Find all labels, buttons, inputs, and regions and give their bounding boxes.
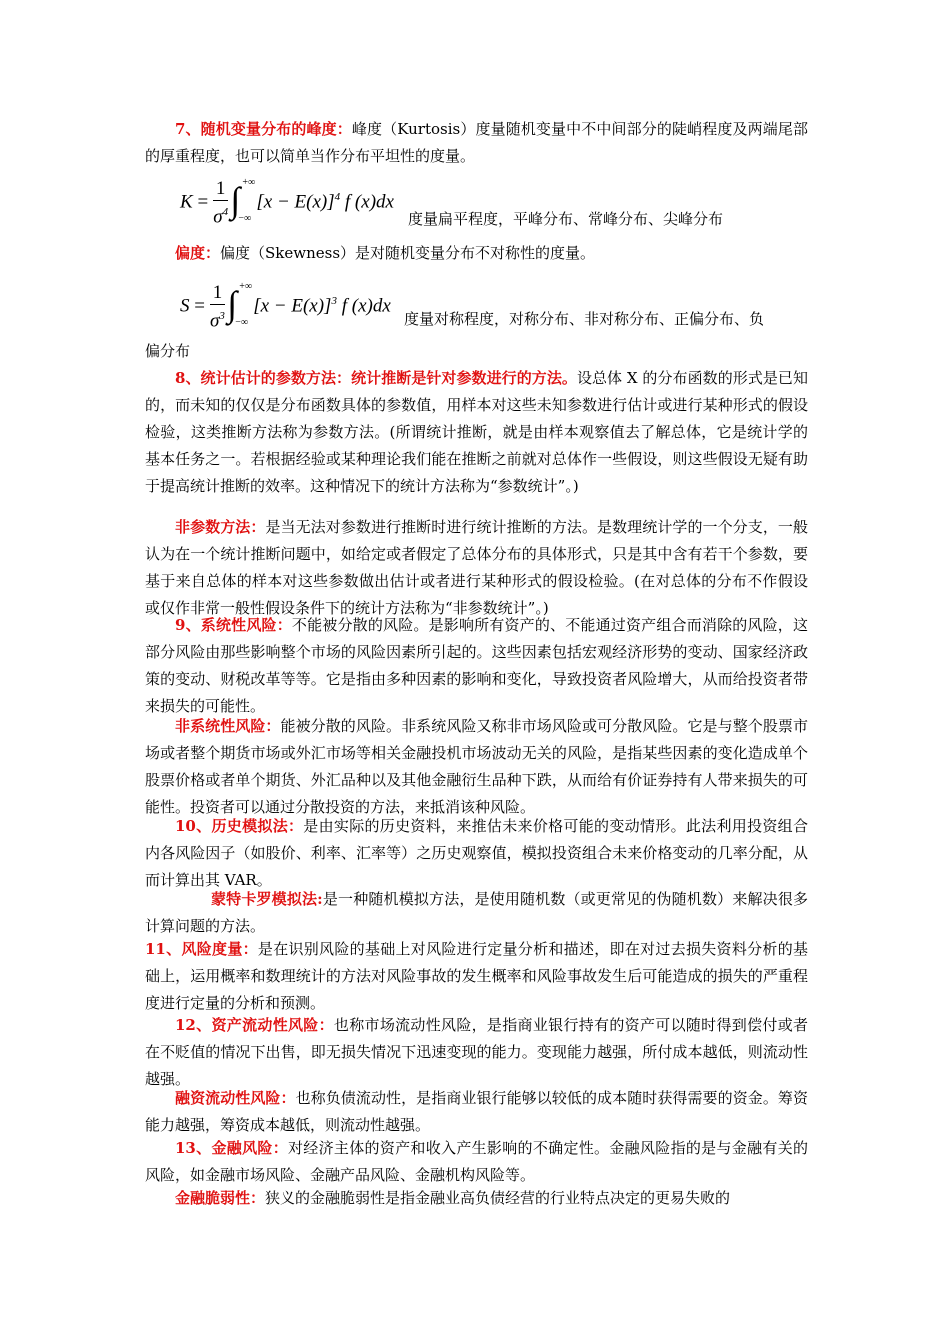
- section-text: 是在识别风险的基础上对风险进行定量分析和描述，即在对过去损失资料分析的基础上，运用概率和数理统计的方法对风险事故的发生概率和风险事故发生后可能造成的损失的严重程度进行定量的分析和预测。: [145, 940, 809, 1012]
- section-text: 是由实际的历史资料，来推估未来价格可能的变动情形。此法利用投资组合内各风险因子（如股价、利率、汇率等）之历史观察值，模拟投资组合未来价格变动的几率分配，从而计算出其 VAR。: [145, 817, 808, 889]
- section-12-asset-liquidity-risk: [145, 1012, 808, 1093]
- section-9-systematic-risk: [145, 612, 808, 720]
- section-8-parametric: [145, 365, 808, 500]
- skewness-note-cont: 偏分布: [145, 342, 191, 360]
- kurtosis-formula: K = $\frac{1}{\sigma^4}$ ∫ +∞ −∞ $[x - E(x)]^4$ f (x)dx: [180, 177, 394, 228]
- skewness-definition: [145, 240, 808, 267]
- section-7-kurtosis: [145, 116, 808, 170]
- section-heading: 9、系统性风险：: [175, 616, 292, 634]
- integral-symbol: ∫ +∞ −∞: [227, 281, 252, 329]
- section-11-risk-measurement: [145, 936, 808, 1017]
- section-text: 能被分散的风险。非系统风险又称非市场风险或可分散风险。它是与整个股票市场或者整个期货市场或外汇市场等相关金融投机市场波动无关的风险，是指某些因素的变化造成单个股票价格或者单个期货、外汇品种以及其他金融衍生品种下跌，从而给有价证券持有人带来损失的可能性。投资者可以通过分散投资的方法，来抵消该种风险。: [145, 717, 808, 816]
- skewness-note: 度量对称程度，对称分布、非对称分布、正偏分布、负: [404, 310, 765, 328]
- unsystematic-risk: [145, 713, 808, 821]
- section-heading: 非参数方法：: [175, 518, 266, 536]
- section-text: 设总体 X 的分布函数的形式是已知的，而未知的仅仅是分布函数具体的参数值，用样本对这些未知参数进行估计或进行某种形式的假设检验，这类推断方法称为参数方法。(所谓统计推断，就是由样本观察值去了解总体，它是统计学的基本任务之一。若根据经验或某种理论我们能在推断之前就对总体作一些假设，则这些假设无疑有助于提高统计推断的效率。这种情况下的统计方法称为“参数统计”。): [145, 369, 808, 495]
- section-text: 也称市场流动性风险，是指商业银行持有的资产可以随时得到偿付或者在不贬值的情况下出售，即无损失情况下迅速变现的能力。变现能力越强，所付成本越低，则流动性越强。: [145, 1016, 808, 1088]
- section-text: 是一种随机模拟方法，是使用随机数（或更常见的伪随机数）来解决很多计算问题的方法。: [145, 890, 808, 935]
- section-heading: 13、金融风险：: [175, 1139, 288, 1157]
- section-text: 不能被分散的风险。是影响所有资产的、不能通过资产组合而消除的风险，这部分风险由那些影响整个市场的风险因素所引起的。这些因素包括宏观经济形势的变动、国家经济政策的变动、财税改革等等。它是指由多种因素的影响和变化，导致投资者风险增大，从而给投资者带来损失的可能性。: [145, 616, 808, 715]
- section-heading: 金融脆弱性：: [175, 1189, 266, 1207]
- section-heading: 10、历史模拟法：: [175, 817, 304, 835]
- section-heading: 7、随机变量分布的峰度：: [175, 120, 352, 138]
- section-heading: 偏度：: [175, 244, 221, 262]
- funding-liquidity-risk: [145, 1085, 808, 1139]
- section-text: 也称负债流动性，是指商业银行能够以较低的成本随时获得需要的资金。筹资能力越强，筹资成本越低，则流动性越强。: [145, 1089, 808, 1134]
- integral-symbol: ∫ +∞ −∞: [230, 177, 256, 225]
- financial-fragility: [145, 1185, 808, 1212]
- section-heading: 蒙特卡罗模拟法:: [211, 890, 323, 908]
- section-13-financial-risk: [145, 1135, 808, 1189]
- section-text: 对经济主体的资产和收入产生影响的不确定性。金融风险指的是与金融有关的风险，如金融市场风险、金融产品风险、金融机构风险等。: [145, 1139, 808, 1184]
- monte-carlo-simulation: [145, 886, 808, 940]
- section-heading: 11、风险度量：: [145, 940, 258, 958]
- nonparametric-method: [145, 514, 808, 622]
- kurtosis-note: 度量扁平程度，平峰分布、常峰分布、尖峰分布: [408, 210, 724, 228]
- section-heading: 12、资产流动性风险：: [175, 1016, 334, 1034]
- section-text: 狭义的金融脆弱性是指金融业高负债经营的行业特点决定的更易失败的: [265, 1189, 731, 1207]
- section-text: 是当无法对参数进行推断时进行统计推断的方法。是数理统计学的一个分支，一般认为在一个统计推断问题中，如给定或者假定了总体分布的具体形式，只是其中含有若干个参数，要基于来自总体的样本对这些参数做出估计或者进行某种形式的假设检验。(在对总体的分布不作假设或仅作非常一般性假设条件下的统计方法称为“非参数统计”。): [145, 518, 808, 617]
- skewness-formula: S = $\frac{1}{\sigma^3}$ ∫ +∞ −∞ $[x - E(x)]^3$ f (x)dx: [180, 281, 391, 332]
- section-heading: 非系统性风险：: [175, 717, 281, 735]
- section-10-historical-simulation: [145, 813, 808, 894]
- section-text: 偏度（Skewness）是对随机变量分布不对称性的度量。: [220, 244, 596, 262]
- section-heading: 8、统计估计的参数方法：统计推断是针对参数进行的方法。: [175, 369, 577, 387]
- section-text: 峰度（Kurtosis）度量随机变量中不中间部分的陡峭程度及两端尾部的厚重程度，也可以简单当作分布平坦性的度量。: [145, 120, 808, 165]
- section-heading: 融资流动性风险：: [175, 1089, 296, 1107]
